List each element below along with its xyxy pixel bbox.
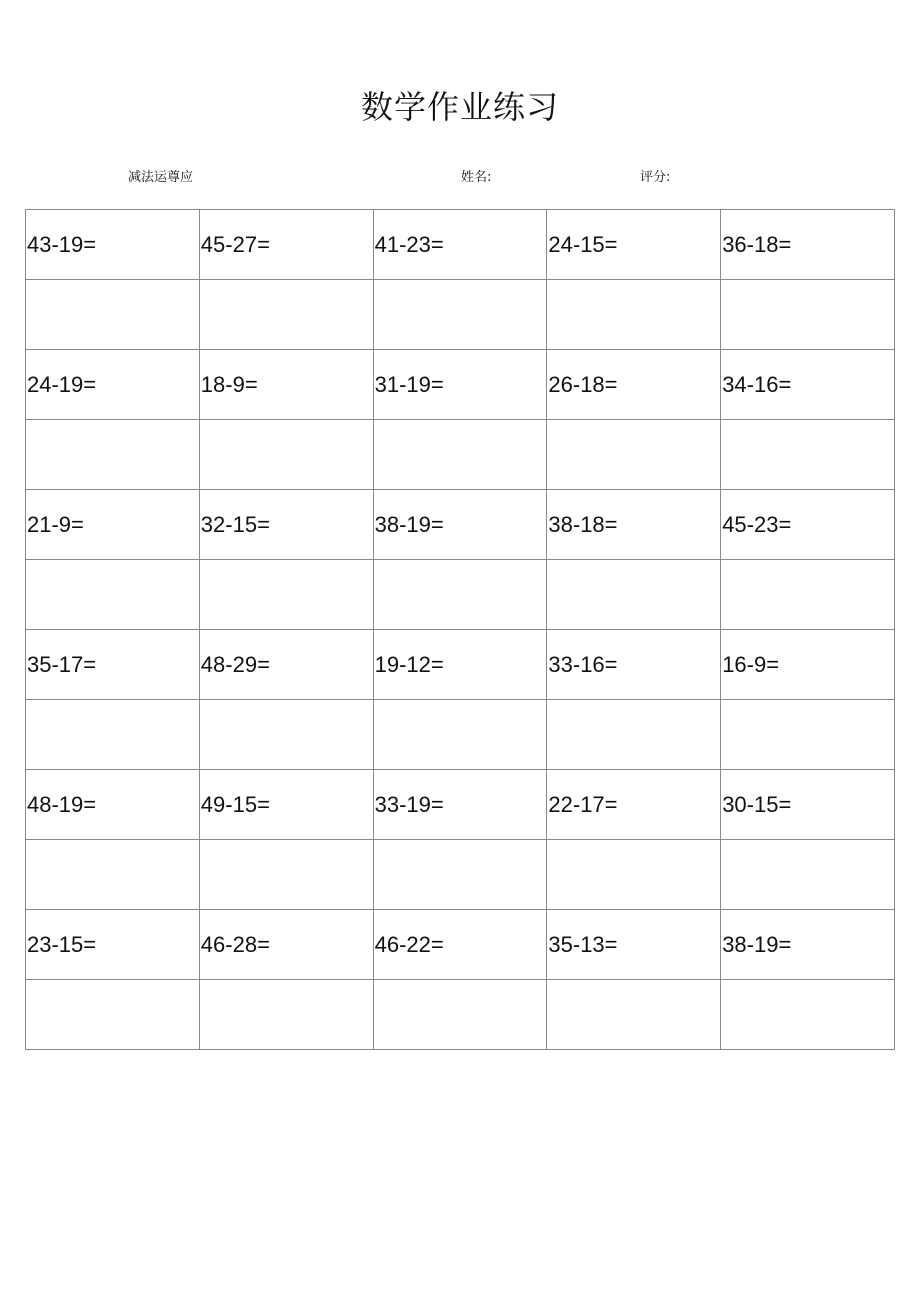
- answer-cell[interactable]: [721, 560, 895, 630]
- problem-row: [26, 210, 895, 280]
- problem-cell: 35-17=: [26, 630, 200, 700]
- answer-cell[interactable]: [373, 700, 547, 770]
- problem-cell: 24-15=: [547, 210, 721, 280]
- problem-grid: [25, 209, 895, 1050]
- answer-cell[interactable]: [26, 980, 200, 1050]
- problem-cell: 34-16=: [721, 350, 895, 420]
- problem-cell: 32-15=: [199, 490, 373, 560]
- answer-row: [26, 980, 895, 1050]
- answer-cell[interactable]: [373, 840, 547, 910]
- problem-row: [26, 490, 895, 560]
- answer-cell[interactable]: [26, 560, 200, 630]
- problem-cell: 26-18=: [547, 350, 721, 420]
- answer-row: [26, 280, 895, 350]
- problem-row: [26, 630, 895, 700]
- answer-cell[interactable]: [26, 840, 200, 910]
- answer-cell[interactable]: [199, 700, 373, 770]
- answer-cell[interactable]: [547, 280, 721, 350]
- answer-row: [26, 420, 895, 490]
- answer-cell[interactable]: [199, 840, 373, 910]
- answer-cell[interactable]: [547, 560, 721, 630]
- problem-cell: 22-17=: [547, 770, 721, 840]
- problem-cell: 38-18=: [547, 490, 721, 560]
- problem-cell: 33-16=: [547, 630, 721, 700]
- answer-row: [26, 840, 895, 910]
- problem-cell: 38-19=: [721, 910, 895, 980]
- answer-cell[interactable]: [547, 700, 721, 770]
- problem-cell: 48-29=: [199, 630, 373, 700]
- problem-cell: 43-19=: [26, 210, 200, 280]
- answer-cell[interactable]: [721, 840, 895, 910]
- answer-cell[interactable]: [26, 420, 200, 490]
- problem-cell: 46-22=: [373, 910, 547, 980]
- answer-cell[interactable]: [547, 420, 721, 490]
- name-label: 姓名:: [461, 170, 492, 185]
- problem-cell: 16-9=: [721, 630, 895, 700]
- problem-cell: 35-13=: [547, 910, 721, 980]
- problem-cell: 46-28=: [199, 910, 373, 980]
- answer-cell[interactable]: [26, 280, 200, 350]
- problem-cell: 31-19=: [373, 350, 547, 420]
- problem-row: [26, 350, 895, 420]
- worksheet-title: 数学作业练习: [360, 88, 559, 126]
- problem-row: [26, 770, 895, 840]
- subject-label: 减法运尊应: [128, 170, 194, 185]
- answer-cell[interactable]: [373, 980, 547, 1050]
- problem-cell: 48-19=: [26, 770, 200, 840]
- score-label: 评分:: [640, 170, 671, 185]
- problem-row: [26, 910, 895, 980]
- answer-cell[interactable]: [721, 420, 895, 490]
- answer-row: [26, 700, 895, 770]
- answer-cell[interactable]: [373, 420, 547, 490]
- problem-cell: 30-15=: [721, 770, 895, 840]
- answer-cell[interactable]: [547, 980, 721, 1050]
- problem-cell: 41-23=: [373, 210, 547, 280]
- problem-cell: 38-19=: [373, 490, 547, 560]
- answer-cell[interactable]: [26, 700, 200, 770]
- problem-cell: 36-18=: [721, 210, 895, 280]
- answer-cell[interactable]: [373, 280, 547, 350]
- problem-cell: 49-15=: [199, 770, 373, 840]
- problem-cell: 23-15=: [26, 910, 200, 980]
- problem-cell: 45-23=: [721, 490, 895, 560]
- problem-cell: 18-9=: [199, 350, 373, 420]
- answer-cell[interactable]: [199, 420, 373, 490]
- answer-cell[interactable]: [199, 980, 373, 1050]
- answer-cell[interactable]: [373, 560, 547, 630]
- answer-cell[interactable]: [199, 280, 373, 350]
- problem-cell: 45-27=: [199, 210, 373, 280]
- answer-cell[interactable]: [721, 980, 895, 1050]
- problem-cell: 33-19=: [373, 770, 547, 840]
- answer-cell[interactable]: [721, 700, 895, 770]
- problem-cell: 21-9=: [26, 490, 200, 560]
- problem-cell: 19-12=: [373, 630, 547, 700]
- answer-row: [26, 560, 895, 630]
- answer-cell[interactable]: [199, 560, 373, 630]
- answer-cell[interactable]: [547, 840, 721, 910]
- answer-cell[interactable]: [721, 280, 895, 350]
- problem-cell: 24-19=: [26, 350, 200, 420]
